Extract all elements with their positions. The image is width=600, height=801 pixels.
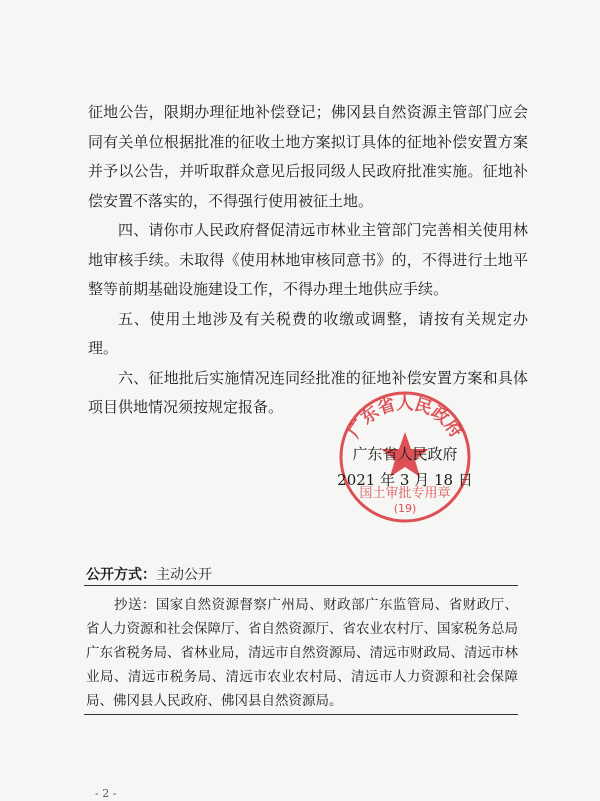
cc-label: 抄送： xyxy=(114,597,156,613)
issuing-org: 广东省人民政府 xyxy=(352,445,458,463)
svg-text:广东省人民政府: 广东省人民政府 xyxy=(344,394,466,442)
paragraph-item-4: 四、请你市人民政府督促清远市林业主管部门完善相关使用林地审核手续。未取得《使用林地审核同意书》的，不得进行土地平整等前期基础设施建设工作，不得办理土地供应手续。 xyxy=(88,221,528,298)
paragraph-item-6: 六、征地批后实施情况连同经批准的征地补偿安置方案和具体项目供地情况须按规定报备。 xyxy=(88,368,528,416)
signature-block xyxy=(330,442,480,492)
disclosure-label: 公开方式： xyxy=(86,567,156,583)
disclosure-value: 主动公开 xyxy=(156,567,212,583)
cc-recipients: 国家自然资源督察广州局、财政部广东监管局、省财政厅、省人力资源和社会保障厅、省自然资源厅、省农业农村厅、国家税务总局广东省税务局、省林业局，清远市自然资源局、清远市财政局、清远市林业局、清远市税务局、清远市农业农村局、清远市人力资源和社会保障局、佛冈县人民政府、佛冈县自然资源局。 xyxy=(86,597,519,709)
seal-inner-text: 国土审批专用章 xyxy=(359,486,451,501)
disclosure-line xyxy=(86,564,212,584)
page-number: - 2 - xyxy=(95,787,117,800)
body-text xyxy=(88,98,528,423)
divider-top xyxy=(84,585,518,586)
cc-block xyxy=(86,593,518,713)
divider-bottom xyxy=(84,714,518,715)
paragraph-continuation: 征地公告，限期办理征地补偿登记；佛冈县自然资源主管部门应会同有关单位根据批准的征收土地方案拟订具体的征地补偿安置方案并予以公告，并听取群众意见后报同级人民政府批准实施。征地补偿安置不落实的，不得强行使用被征土地。 xyxy=(88,103,528,210)
paragraph-item-5: 五、使用土地涉及有关税费的收缴或调整，请按有关规定办理。 xyxy=(88,309,528,357)
seal-number: (19) xyxy=(393,502,417,515)
issue-date: 2021 年 3 月 18 日 xyxy=(337,471,473,489)
